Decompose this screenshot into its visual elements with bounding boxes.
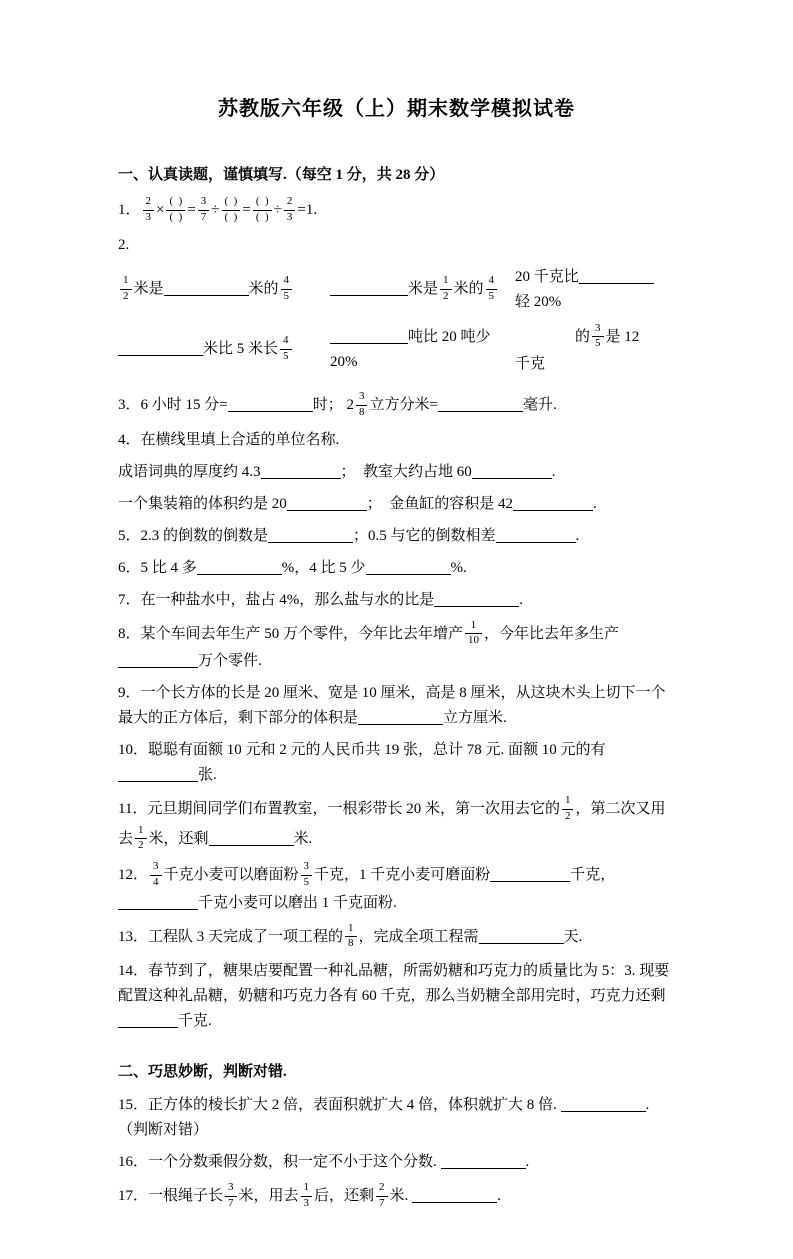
fraction-denominator: 5	[488, 289, 495, 302]
text-run: 万个零件.	[198, 653, 262, 669]
text-run: 米的	[248, 280, 279, 297]
fraction-denominator: 2	[138, 839, 144, 852]
fraction-numerator: 3	[592, 322, 604, 338]
grid-cell	[118, 275, 330, 305]
fraction-numerator: 4	[280, 334, 292, 350]
answer-blank	[118, 652, 198, 668]
text-run: 14．春节到了，糖果店要配置一种礼品糖，所需奶糖和巧克力的质量比为 5：3. 现要配置这种礼品糖，奶糖和巧克力各有 60 千克，那么当奶糖全部用完时，巧克力还剩	[118, 963, 670, 1004]
fraction	[465, 619, 482, 649]
fraction	[280, 334, 292, 364]
text-run: 米是	[408, 280, 439, 297]
text-run: 5．2.3 的倒数的倒数是	[118, 527, 269, 544]
fraction-numerator: 1	[465, 619, 482, 635]
fraction-numerator: 2	[143, 195, 155, 211]
question-1	[118, 196, 675, 226]
question-5	[118, 524, 675, 549]
text-run: 米的	[453, 280, 484, 297]
text-run: 时； 2	[312, 397, 354, 414]
grid-cell	[515, 265, 675, 315]
fraction-numerator: 1	[301, 1181, 313, 1197]
fraction-denominator: 3	[286, 210, 293, 223]
answer-blank	[434, 591, 519, 607]
fraction-numerator: 4	[486, 274, 498, 290]
question-10	[118, 738, 675, 788]
question-2-label	[118, 233, 675, 258]
fraction-numerator: 1	[440, 274, 452, 290]
answer-blank	[268, 527, 353, 543]
fraction-denominator: 2	[123, 289, 129, 302]
text-run: =1.	[297, 202, 318, 219]
grid-row	[118, 323, 675, 378]
text-run: 3．6 小时 15 分=	[118, 397, 228, 414]
fraction	[150, 860, 162, 890]
fraction	[301, 1181, 313, 1211]
question-8	[118, 620, 675, 675]
text-run: 一、认真读题，谨慎填写.（每空 1 分，共 28 分）	[118, 167, 445, 183]
fraction-numerator: 1	[135, 824, 147, 840]
fraction-denominator: 5	[595, 337, 601, 350]
answer-blank	[197, 559, 282, 575]
grid-row	[118, 265, 675, 315]
text-run: ，今年比去年多生产	[484, 625, 620, 642]
question-4	[118, 428, 675, 453]
text-run: 16．一个分数乘假分数，积一定不小于这个分数.	[118, 1154, 441, 1170]
exam-content	[118, 163, 675, 1212]
text-run: 米，还剩	[148, 830, 209, 847]
text-run: 千克.	[178, 1013, 212, 1029]
fraction-denominator: 3	[303, 1196, 310, 1209]
text-run: 米是	[133, 280, 164, 297]
fraction-denominator: 7	[228, 1196, 234, 1209]
text-run: ； 金鱼缸的容积是 42	[366, 495, 514, 512]
text-run: =	[242, 202, 251, 219]
text-run: 13．工程队 3 天完成了一项工程的	[118, 928, 344, 945]
answer-blank	[358, 709, 443, 725]
text-run: 的	[515, 328, 591, 345]
answer-blank	[261, 463, 341, 479]
answer-blank	[118, 766, 198, 782]
fraction-denominator: 5	[303, 875, 310, 888]
fraction-denominator: ( )	[255, 210, 269, 223]
fraction-denominator: 2	[564, 809, 571, 822]
fraction	[345, 922, 357, 952]
text-run: 千克小麦可以磨面粉	[163, 867, 299, 884]
fraction-denominator: ( )	[169, 210, 183, 223]
text-run: 米.	[389, 1188, 413, 1205]
text-run: 是 12	[605, 328, 640, 345]
answer-blank	[228, 396, 313, 412]
fraction-denominator: 8	[358, 405, 365, 418]
question-4-line-1	[118, 460, 675, 485]
text-run: 后，还剩	[314, 1188, 375, 1205]
text-run: 8．某个车间去年生产 50 万个零件，今年比去年增产	[118, 625, 464, 642]
fraction	[486, 274, 498, 304]
answer-blank	[579, 268, 654, 284]
fraction-denominator: 7	[379, 1196, 385, 1209]
fraction-denominator: 2	[443, 289, 449, 302]
text-run: 立方分米=	[369, 397, 438, 414]
answer-blank	[287, 495, 367, 511]
text-run: ，完成全项工程需	[358, 928, 479, 945]
fraction-numerator: 3	[301, 860, 313, 876]
text-run: =	[187, 202, 196, 219]
text-run: 1．	[118, 202, 141, 219]
fraction-numerator: 2	[376, 1181, 388, 1197]
answer-blank	[479, 928, 564, 944]
fraction-numerator: 3	[198, 195, 210, 211]
question-12	[118, 861, 675, 916]
text-run: .	[593, 495, 597, 512]
text-run: ÷	[273, 202, 282, 219]
fraction-denominator: 10	[468, 634, 480, 647]
text-run: 7．在一种盐水中，盐占 4%，那么盐与水的比是	[118, 591, 435, 608]
fraction	[222, 195, 241, 225]
question-15	[118, 1093, 675, 1143]
question-9	[118, 681, 675, 731]
answer-blank	[412, 1187, 497, 1203]
text-run: %.	[450, 559, 467, 576]
fraction	[284, 195, 296, 225]
exam-title: 苏教版六年级（上）期末数学模拟试卷	[218, 98, 575, 120]
question-16	[118, 1150, 675, 1175]
text-run: 17．一根绳子长	[118, 1188, 224, 1205]
text-run: ；0.5 与它的倒数相差	[353, 527, 496, 544]
fraction-numerator: ( )	[166, 195, 185, 211]
question-4-line-2	[118, 492, 675, 517]
text-run: .	[525, 1154, 530, 1170]
fraction-numerator: 1	[345, 922, 357, 938]
text-run: 9．一个长方体的长是 20 厘米、宽是 10 厘米，高是 8 厘米，从这块木头上切下一个最大的正方体后，剩下部分的体积是	[118, 685, 666, 726]
fraction	[120, 274, 132, 304]
answer-blank	[490, 866, 570, 882]
fraction-denominator: 8	[348, 937, 354, 950]
fraction-numerator: 1	[562, 794, 574, 810]
text-run: 毫升.	[522, 397, 557, 414]
text-run: .	[519, 591, 523, 608]
fraction-denominator: 5	[283, 289, 290, 302]
text-run: 米.	[293, 830, 313, 847]
text-run: 立方厘米.	[443, 710, 507, 726]
text-run: 4．在横线里填上合适的单位名称.	[118, 431, 340, 448]
section-2-heading	[118, 1060, 675, 1085]
fraction	[592, 322, 604, 352]
fraction	[143, 195, 155, 225]
fraction	[198, 195, 210, 225]
text-run: %，4 比 5 少	[281, 559, 366, 576]
fraction	[440, 274, 452, 304]
text-run: .	[497, 1188, 501, 1205]
answer-blank	[496, 527, 576, 543]
fraction	[166, 195, 185, 225]
text-run: 12．	[118, 867, 149, 884]
fraction-denominator: 7	[200, 210, 207, 223]
fraction-denominator: 4	[153, 875, 159, 888]
text-run: 成语词典的厚度约 4.3	[118, 463, 261, 480]
question-3	[118, 391, 675, 421]
answer-blank	[209, 830, 294, 846]
text-run: ； 教室大约占地 60	[340, 463, 472, 480]
answer-blank	[513, 495, 593, 511]
fraction-numerator: 1	[120, 274, 132, 290]
fraction-numerator: 4	[281, 274, 293, 290]
answer-blank	[330, 280, 408, 296]
question-2-grid	[118, 265, 675, 378]
question-11	[118, 795, 675, 854]
text-run: 2.	[118, 236, 130, 253]
answer-blank	[438, 396, 523, 412]
text-run: 吨比 20 吨少	[408, 328, 491, 345]
text-run: 千克，	[570, 867, 616, 884]
fraction-numerator: 3	[356, 390, 368, 406]
fraction-denominator: 5	[283, 349, 289, 362]
text-run: ÷	[211, 202, 220, 219]
answer-blank	[164, 280, 249, 296]
fraction	[281, 274, 293, 304]
fraction-denominator: ( )	[224, 210, 238, 223]
answer-blank	[118, 894, 198, 910]
text-run: 20%	[330, 353, 358, 370]
text-run: .（判断对错）	[118, 1097, 650, 1138]
question-6	[118, 556, 675, 581]
fraction	[562, 794, 574, 824]
text-run: 一个集装箱的体积约是 20	[118, 495, 287, 512]
text-run: ，第二次又用去	[118, 801, 666, 847]
text-run: .	[575, 527, 580, 544]
fraction	[356, 390, 368, 420]
section-1-heading	[118, 163, 675, 188]
fraction-numerator: ( )	[222, 195, 241, 211]
answer-blank	[472, 463, 552, 479]
text-run: 千克小麦可以磨出 1 千克面粉.	[198, 894, 397, 911]
fraction	[225, 1181, 237, 1211]
text-run: .	[551, 463, 556, 480]
answer-blank	[366, 559, 451, 575]
answer-blank	[441, 1153, 526, 1169]
text-run: ×	[156, 202, 165, 219]
text-run: 千克	[515, 356, 546, 372]
text-run: 11．元旦期间同学们布置教室，一根彩带长 20 米，第一次用去它的	[118, 801, 560, 818]
question-17	[118, 1182, 675, 1212]
fraction	[301, 860, 313, 890]
text-run: 二、巧思妙断，判断对错.	[118, 1064, 287, 1080]
text-run: 米，用去	[238, 1188, 299, 1205]
text-run: 10．聪聪有面额 10 元和 2 元的人民币共 19 张，总计 78 元. 面额 10 元的有	[118, 742, 606, 758]
answer-blank	[561, 1096, 646, 1112]
fraction-numerator: 2	[284, 195, 296, 211]
text-run: 15．正方体的棱长扩大 2 倍，表面积就扩大 4 倍，体积就扩大 8 倍.	[118, 1097, 561, 1113]
text-run: 轻 20%	[515, 293, 562, 310]
grid-cell	[515, 323, 675, 378]
text-run: 天.	[563, 928, 583, 945]
fraction-numerator: 3	[225, 1181, 237, 1197]
grid-cell	[330, 275, 515, 305]
question-13	[118, 923, 675, 953]
grid-cell	[330, 325, 515, 375]
text-run: 6．5 比 4 多	[118, 559, 197, 576]
answer-blank	[330, 328, 408, 344]
fraction-numerator: 3	[150, 860, 162, 876]
fraction-denominator: 3	[145, 210, 152, 223]
grid-cell	[118, 335, 330, 365]
fraction	[253, 195, 272, 225]
fraction	[376, 1181, 388, 1211]
text-run: 米比 5 米长	[203, 341, 279, 358]
answer-blank	[118, 1012, 178, 1028]
fraction-numerator: ( )	[253, 195, 272, 211]
fraction	[135, 824, 147, 854]
text-run: 千克，1 千克小麦可磨面粉	[314, 867, 491, 884]
text-run: 20 千克比	[515, 268, 579, 285]
answer-blank	[118, 340, 203, 356]
question-7	[118, 588, 675, 613]
question-14	[118, 959, 675, 1034]
text-run: 张.	[198, 767, 217, 783]
